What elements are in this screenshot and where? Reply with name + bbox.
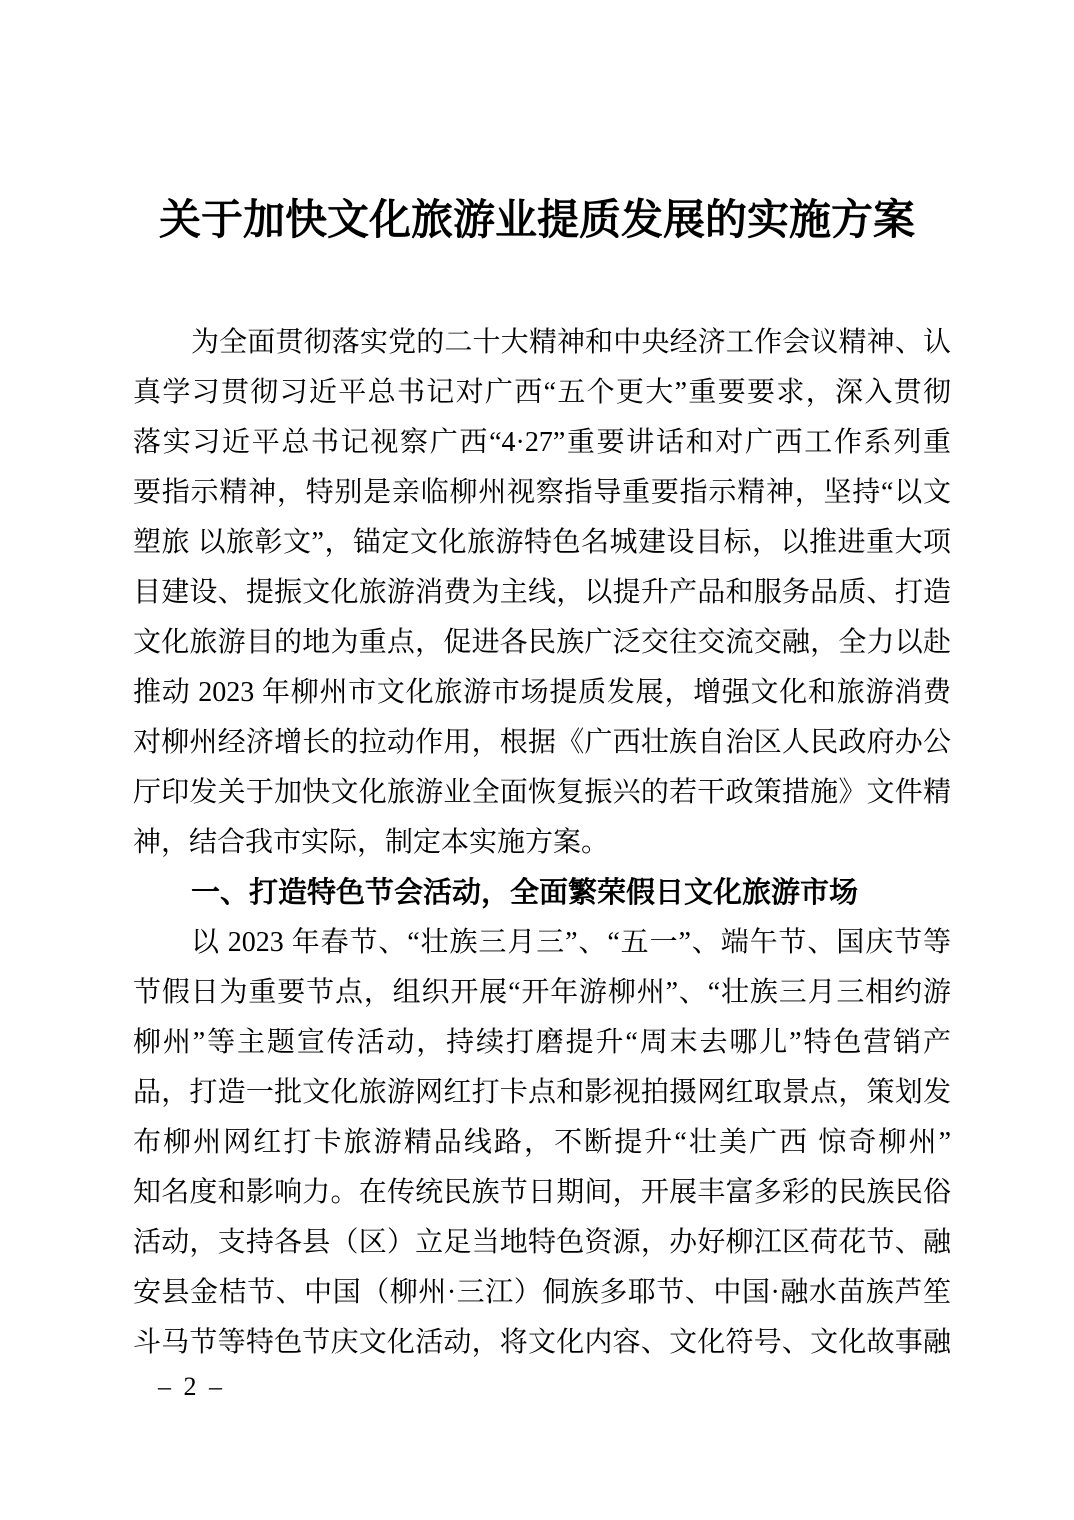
document-body [133, 318, 951, 1368]
paragraph2-line: 柳州”等主题宣传活动，持续打磨提升“周末去哪儿”特色营销产 [133, 1027, 951, 1058]
paragraph2-line: 斗马节等特色节庆文化活动，将文化内容、文化符号、文化故事融 [133, 1327, 951, 1358]
paragraph1-line: 目建设、提振文化旅游消费为主线，以提升产品和服务品质、打造 [133, 577, 951, 608]
paragraph2-line: 布柳州网红打卡旅游精品线路，不断提升“壮美广西 惊奇柳州” [133, 1127, 951, 1158]
paragraph2-line: 品，打造一批文化旅游网红打卡点和影视拍摄网红取景点，策划发 [133, 1077, 951, 1108]
paragraph1-line: 推动 2023 年柳州市文化旅游市场提质发展，增强文化和旅游消费 [133, 677, 951, 708]
paragraph1-line: 文化旅游目的地为重点，促进各民族广泛交往交流交融，全力以赴 [133, 627, 951, 658]
document-title: 关于加快文化旅游业提质发展的实施方案 [158, 198, 915, 244]
paragraph1-line: 塑旅 以旅彰文”，锚定文化旅游特色名城建设目标，以推进重大项 [133, 527, 951, 558]
section-heading: 一、打造特色节会活动，全面繁荣假日文化旅游市场 [191, 877, 859, 909]
paragraph2-line: 知名度和影响力。在传统民族节日期间，开展丰富多彩的民族民俗 [133, 1177, 951, 1208]
paragraph1-line: 要指示精神，特别是亲临柳州视察指导重要指示精神，坚持“以文 [133, 477, 951, 508]
paragraph2-line: 节假日为重要节点，组织开展“开年游柳州”、“壮族三月三相约游 [133, 977, 951, 1008]
paragraph2-line: 以 2023 年春节、“壮族三月三”、“五一”、端午节、国庆节等 [191, 927, 951, 958]
paragraph2-line: 活动，支持各县（区）立足当地特色资源，办好柳江区荷花节、融 [133, 1227, 951, 1258]
paragraph1-line: 厅印发关于加快文化旅游业全面恢复振兴的若干政策措施》文件精 [133, 777, 951, 808]
paragraph1-line: 落实习近平总书记视察广西“4·27”重要讲话和对广西工作系列重 [133, 427, 951, 458]
paragraph1-line: 对柳州经济增长的拉动作用，根据《广西壮族自治区人民政府办公 [133, 727, 951, 758]
paragraph1-line: 为全面贯彻落实党的二十大精神和中央经济工作会议精神、认 [191, 327, 951, 358]
paragraph2-line: 安县金桔节、中国（柳州·三江）侗族多耶节、中国·融水苗族芦笙 [133, 1277, 951, 1308]
page-number: – 2 – [158, 1372, 225, 1401]
paragraph1-line: 神，结合我市实际，制定本实施方案。 [133, 827, 610, 858]
paragraph1-line: 真学习贯彻习近平总书记对广西“五个更大”重要要求，深入贯彻 [133, 377, 951, 408]
